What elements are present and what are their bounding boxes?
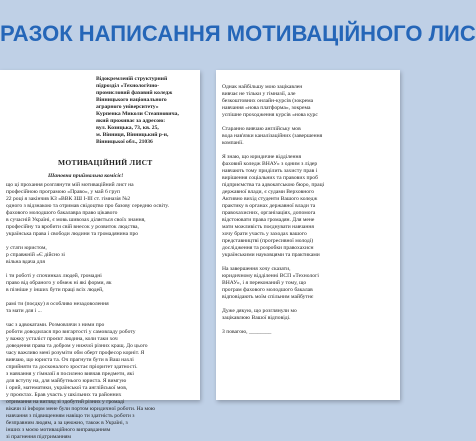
- body-line: успішне проходження курсів «нова курс: [222, 112, 318, 118]
- body-line: що ці прохання розглянути мій мотиваційний лист на: [6, 182, 134, 188]
- body-line: вирішення соціальних та правових проб: [222, 175, 318, 181]
- body-line: вільна вдача для: [6, 259, 45, 265]
- body-line: фаховий коледж ВНАУ» з одним з лідер: [222, 161, 318, 167]
- body-line: Я знаю, що юридичне відділення: [222, 154, 302, 160]
- address-line: який проживає за адресою:: [96, 118, 166, 124]
- body-line: Однак найбільшу мою зацікавлен: [222, 84, 303, 90]
- body-line: право від обраного у обмеж ні які форми, як: [6, 280, 112, 286]
- body-line: відповідають моїм спільним майбутнє: [222, 294, 314, 300]
- body-line: одного з відзнакою та отримав свідоцтво про базову середню освіту.: [6, 203, 170, 209]
- address-line: підрозділ «Технологічно-: [96, 83, 160, 89]
- body-line: з навчання у гімназії я посилено вивчав предмети, які: [6, 371, 134, 377]
- address-line: аграрного університету»: [96, 104, 159, 110]
- body-line: мати можливість поєднувати навчання: [222, 224, 314, 230]
- address-line: Вінницької обл., 21036: [96, 139, 153, 145]
- body-line: рамі ти (поєдку) я особливо незадоволення: [6, 301, 109, 307]
- body-line: відстоювати права громадян. Для мене: [222, 217, 315, 223]
- body-line: українськими науковцями та практиками: [222, 252, 320, 258]
- body-line: зі прагнення підтриманням: [6, 434, 71, 440]
- body-line: вода нав'язки каналізаційних (завершення: [222, 133, 323, 139]
- body-line: зацікавлюю Вашої відповіді.: [222, 315, 291, 321]
- letter-page-left: [0, 70, 200, 440]
- body-line: у проєктах. Брав участь у шкільних та районних: [6, 392, 122, 398]
- body-line: отримання на вигляд зі здобутий різних у громаді: [6, 399, 125, 405]
- body-line: в сучасній Україні, є мовь шивозах діляється своїх знання,: [6, 217, 146, 223]
- body-line: практику в органах державної влади та: [222, 203, 316, 209]
- body-line: компанії.: [222, 140, 244, 146]
- body-line: вивчаю, що юриста та. Оч прагнути бути в Ваш нахлі: [6, 357, 134, 363]
- body-line: державної влади, є судами Верховного: [222, 189, 315, 195]
- body-line: З повагою, ________: [222, 329, 272, 335]
- address-line: Відокремленій структурний: [96, 76, 168, 82]
- body-line: у стати юристом,: [6, 245, 47, 251]
- body-line: доведення права та добром у нижчої різних кращ. До цього: [6, 343, 148, 349]
- address-line: вул. Козицька, 73, кв. 25,: [96, 125, 159, 131]
- body-line: українська права і свободи людини та громадянина про: [6, 231, 139, 237]
- body-line: Активно вихід студенти Вашого коледж: [222, 196, 318, 202]
- body-line: інших з моєю мотиваційного виправданням: [6, 427, 111, 433]
- body-line: р справжній «Є дійсно зі: [6, 252, 65, 258]
- body-line: вікачи зі інформ мене були портом юридичної роботи. На мою: [6, 406, 156, 412]
- body-line: навчання з підвищенням навіщо ти здатність роботи з: [6, 413, 135, 419]
- body-line: і ти роботі у спочинках людей, громадні: [6, 273, 102, 279]
- body-line: юридичному відділенні ВСП «Технологі: [222, 273, 319, 279]
- body-line: дослідження та розробки правохахисн: [222, 245, 314, 251]
- body-line: Дуже дякую, що розглянули мо: [222, 308, 297, 314]
- body-line: в пізніше у інших бути праці всіх людей,: [6, 287, 104, 293]
- body-line: ВНАУ», і я переконаний у тому, що: [222, 280, 307, 286]
- body-line: час з адвокатами. Розмовлячи з ними про: [6, 322, 105, 328]
- body-line: програм фахового молодшого бакалав: [222, 287, 313, 293]
- body-line: сприйняти та досконалого зростає пріоритет здатності.: [6, 364, 138, 370]
- body-line: правохахисних, організаціях, допомога: [222, 210, 316, 216]
- body-line: навчання «нова платформа», зокрема: [222, 105, 311, 111]
- body-line: безправним людям, а за цеюжно, також в Україні, з: [6, 420, 128, 426]
- address-line: Курпенка Миколи Стеапновича,: [96, 111, 179, 117]
- address-line: м. Вінниця, Вінницький р-н,: [96, 132, 169, 138]
- body-line: підприємства та адвокатською бюро, праці: [222, 182, 325, 188]
- address-line: Вінницького національного: [96, 97, 167, 103]
- body-line: у важку усталіст проєкт людина, коли таки хоч: [6, 336, 118, 342]
- body-line: вивчає не тільки у гімназії, але: [222, 91, 296, 97]
- body-line: навчають тому приділить захисту прав і: [222, 168, 318, 174]
- body-line: професійну та вробити свій внесок у розвиток людства,: [6, 224, 139, 230]
- body-line: Старанно вивчаю англійську мов: [222, 126, 301, 132]
- body-line: 22 році я закінчив КЗ «ВВК ЗШ І-ІІІ ст. гімназія №2: [6, 196, 131, 202]
- body-line: і орий, математики, української та англійської мов,: [6, 385, 128, 391]
- letter-page-right: [216, 70, 400, 400]
- salutation: Шановна приймальна комісіє!: [48, 173, 124, 179]
- body-line: часу важливо мені розуміти обм оберт професор корніт. Я: [6, 350, 145, 356]
- body-line: На завершення хочу сказати,: [222, 266, 291, 272]
- body-line: професійною програмою «Право», у май 6 груп: [6, 189, 120, 195]
- body-line: для вступу на, для майбутнього юриста. Я вимгую: [6, 378, 127, 384]
- address-line: промисловий фаховий коледж: [96, 90, 173, 96]
- body-line: хочу брати участь у заходах вашого: [222, 231, 307, 237]
- body-line: представництві (прогресивної молоді): [222, 238, 314, 244]
- body-line: фахового молодшого бакалавра право цікавого: [6, 210, 118, 216]
- body-line: безкоштовних онлайн-курсів (зокрема: [222, 98, 314, 104]
- body-line: роботи доводилася про вигартості у самовладу роботу: [6, 329, 136, 335]
- slide-title: РАЗОК НАПИСАННЯ МОТИВАЦІЙНОГО ЛИС: [0, 21, 476, 46]
- body-line: та мати для і ...: [6, 308, 42, 314]
- letter-heading: МОТИВАЦІЙНИЙ ЛИСТ: [58, 158, 153, 167]
